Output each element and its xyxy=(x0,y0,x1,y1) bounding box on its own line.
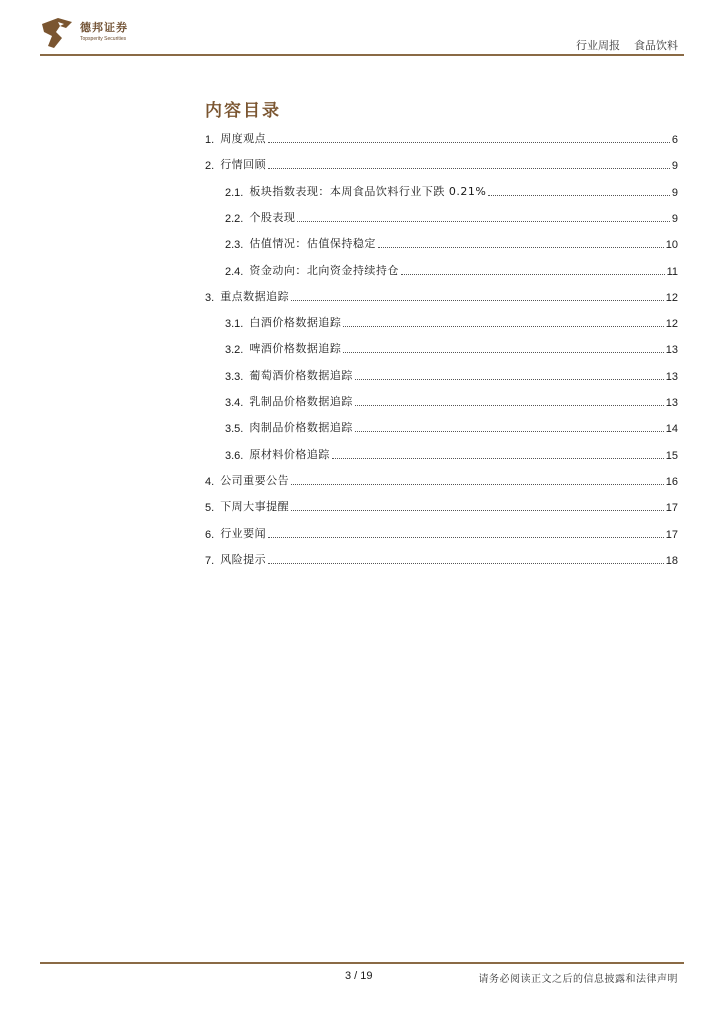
toc-entry-label: 板块指数表现：本周食品饮料行业下跌 0.21% xyxy=(249,184,487,198)
toc-entry-label: 公司重要公告 xyxy=(220,473,290,487)
toc-leader-dots xyxy=(291,300,664,301)
toc-leader-dots xyxy=(488,195,670,196)
toc-leader-dots xyxy=(268,563,664,564)
toc-entry[interactable] xyxy=(225,340,678,356)
toc-entry-label: 原材料价格追踪 xyxy=(249,447,330,461)
toc-entry-number: 2.3. xyxy=(225,239,244,252)
report-sector: 食品饮料 xyxy=(634,39,678,52)
toc-entry-number: 2.1. xyxy=(225,186,244,199)
toc-entry-label: 下周大事提醒 xyxy=(220,500,290,514)
toc-entry[interactable] xyxy=(225,419,678,435)
toc-entry-page: 11 xyxy=(666,265,678,278)
toc-entry-page: 6 xyxy=(671,134,678,146)
toc-leader-dots xyxy=(332,458,664,459)
toc-entry-label: 乳制品价格数据追踪 xyxy=(249,395,353,408)
toc-entry-label: 肉制品价格数据追踪 xyxy=(249,421,353,435)
toc-entry-number: 4. xyxy=(205,475,215,488)
toc-entry-number: 3.3. xyxy=(225,370,244,383)
toc-entry-page: 17 xyxy=(665,502,678,515)
toc-entry[interactable] xyxy=(205,551,678,567)
toc-entry-number: 3.1. xyxy=(225,318,244,331)
toc-entry-page: 15 xyxy=(665,449,678,462)
toc-entry[interactable] xyxy=(225,314,678,330)
toc-entry-number: 3.4. xyxy=(225,397,244,409)
toc-entry[interactable] xyxy=(205,498,678,514)
toc-entry-page: 9 xyxy=(671,186,678,199)
toc-entry[interactable] xyxy=(205,525,678,541)
toc-entry-page: 10 xyxy=(665,239,678,252)
toc-leader-dots xyxy=(343,352,663,353)
toc-leader-dots xyxy=(355,431,664,432)
toc-entry-number: 3.5. xyxy=(225,423,244,436)
toc-entry-label: 风险提示 xyxy=(220,552,267,566)
company-logo-icon xyxy=(40,16,74,50)
toc-leader-dots xyxy=(268,168,670,169)
toc-entry-label: 啤酒价格数据追踪 xyxy=(249,342,342,356)
company-logo xyxy=(40,16,140,50)
toc-entry-number: 2.2. xyxy=(225,212,244,225)
toc-entry-page: 18 xyxy=(665,554,678,567)
page-number: 3 / 19 xyxy=(345,970,373,982)
company-name-en: Topsperity Securities xyxy=(80,36,127,42)
toc-entry[interactable] xyxy=(205,288,678,304)
toc-entry-page: 12 xyxy=(665,318,678,331)
toc-entry-label: 周度观点 xyxy=(220,132,267,145)
footer-disclaimer: 请务必阅读正文之后的信息披露和法律声明 xyxy=(478,974,678,985)
toc-leader-dots xyxy=(297,221,670,222)
toc-leader-dots xyxy=(291,484,664,485)
toc-entry-page: 17 xyxy=(665,528,678,541)
toc-entry-label: 葡萄酒价格数据追踪 xyxy=(249,368,353,382)
toc-entry-label: 行业要闻 xyxy=(220,526,267,540)
toc-entry-number: 3. xyxy=(205,291,215,304)
toc-entry[interactable] xyxy=(225,446,678,462)
toc-entry-page: 14 xyxy=(665,423,678,436)
toc-entry-page: 13 xyxy=(665,370,678,383)
toc-entry-page: 9 xyxy=(671,160,678,173)
toc-entry[interactable] xyxy=(225,209,678,225)
toc-entry[interactable] xyxy=(225,262,678,278)
toc-entry-number: 2. xyxy=(205,160,215,173)
toc-entry-label: 资金动向：北向资金持续持仓 xyxy=(249,263,399,277)
toc-entry[interactable] xyxy=(205,130,678,146)
toc-entry-label: 估值情况：估值保持稳定 xyxy=(249,237,376,251)
toc-entry-number: 1. xyxy=(205,134,215,146)
toc-entry[interactable] xyxy=(205,156,678,172)
toc-entry-page: 13 xyxy=(665,344,678,357)
toc-entry-label: 个股表现 xyxy=(249,210,296,224)
toc-entry-number: 3.2. xyxy=(225,344,244,357)
toc-entry-number: 5. xyxy=(205,502,215,515)
header-divider xyxy=(40,54,684,56)
toc-entry-page: 9 xyxy=(671,212,678,225)
toc-leader-dots xyxy=(268,142,670,143)
toc-entry[interactable] xyxy=(225,183,678,199)
toc-entry[interactable] xyxy=(225,367,678,383)
toc-leader-dots xyxy=(343,326,663,327)
toc-leader-dots xyxy=(401,274,665,275)
toc-entry-page: 13 xyxy=(665,397,678,409)
toc-entry-number: 2.4. xyxy=(225,265,244,278)
footer-divider xyxy=(40,962,684,964)
toc-leader-dots xyxy=(291,510,664,511)
company-name-cn: 德邦证券 xyxy=(80,21,128,34)
report-header xyxy=(576,37,678,53)
toc-entry[interactable] xyxy=(205,472,678,488)
toc-entry-number: 6. xyxy=(205,528,215,541)
toc-entry-label: 重点数据追踪 xyxy=(220,289,290,303)
toc-leader-dots xyxy=(268,537,664,538)
report-type: 行业周报 xyxy=(576,39,620,52)
toc-entry-label: 白酒价格数据追踪 xyxy=(249,316,342,330)
toc-entry-page: 16 xyxy=(665,475,678,488)
toc-entry[interactable] xyxy=(225,393,678,409)
toc-entry-number: 7. xyxy=(205,554,215,567)
toc-entry-label: 行情回顾 xyxy=(220,158,267,172)
toc-entry-number: 3.6. xyxy=(225,449,244,462)
toc-leader-dots xyxy=(378,247,664,248)
toc-leader-dots xyxy=(355,405,664,406)
toc-leader-dots xyxy=(355,379,664,380)
toc-entry[interactable] xyxy=(225,235,678,251)
toc-title: 内容目录 xyxy=(205,101,281,121)
toc-entry-page: 12 xyxy=(665,291,678,304)
